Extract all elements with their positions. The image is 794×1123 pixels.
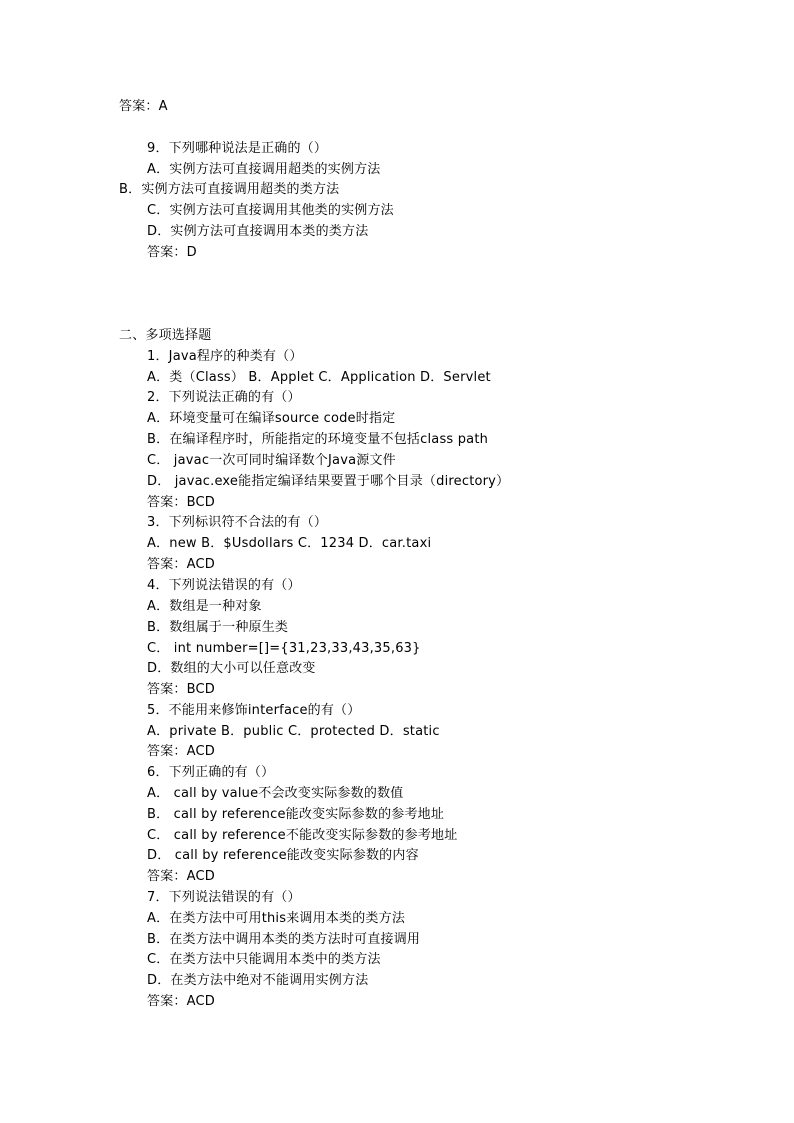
mq5-question: 5．不能用来修饰interface的有（） — [147, 703, 361, 718]
mq5-options: A．private B．public C．protected D．static — [147, 724, 440, 739]
mq2-answer: 答案：BCD — [147, 495, 215, 510]
mq4-answer: 答案：BCD — [147, 682, 215, 697]
mq7-answer: 答案：ACD — [147, 994, 215, 1009]
mq2-question: 2．下列说法正确的有（） — [147, 390, 301, 405]
mq3-question: 3．下列标识符不合法的有（） — [147, 515, 328, 530]
mq7-option-b: B．在类方法中调用本类的类方法时可直接调用 — [147, 932, 421, 947]
mq1-options: A．类（Class） B．Applet C．Application D．Servlet — [147, 370, 491, 385]
mq7-option-c: C．在类方法中只能调用本类中的类方法 — [147, 952, 381, 967]
q9-option-c: C．实例方法可直接调用其他类的实例方法 — [147, 203, 394, 218]
mq6-option-a: A． call by value不会改变实际参数的数值 — [147, 786, 404, 801]
mq1-question: 1．Java程序的种类有（） — [147, 349, 303, 364]
mq3-answer: 答案：ACD — [147, 557, 215, 572]
question-9: 9．下列哪种说法是正确的（） — [147, 141, 328, 156]
section-heading: 二、多项选择题 — [119, 328, 212, 343]
q9-answer: 答案：D — [147, 245, 197, 260]
mq7-option-d: D．在类方法中绝对不能调用实例方法 — [147, 973, 369, 988]
mq4-option-b: B．数组属于一种原生类 — [147, 620, 289, 635]
mq2-option-d: D． javac.exe能指定编译结果要置于哪个目录（directory） — [147, 474, 510, 489]
mq6-answer: 答案：ACD — [147, 869, 215, 884]
mq6-option-b: B． call by reference能改变实际参数的参考地址 — [147, 807, 445, 822]
q9-option-d: D．实例方法可直接调用本类的类方法 — [147, 224, 369, 239]
mq6-question: 6．下列正确的有（） — [147, 765, 275, 780]
mq2-option-c: C． javac一次可同时编译数个Java源文件 — [147, 453, 396, 468]
q9-option-a: A．实例方法可直接调用超类的实例方法 — [147, 162, 381, 177]
q9-option-b: B．实例方法可直接调用超类的类方法 — [119, 182, 340, 197]
mq4-question: 4．下列说法错误的有（） — [147, 578, 301, 593]
mq6-option-d: D． call by reference能改变实际参数的内容 — [147, 848, 419, 863]
mq4-option-c: C． int number=[]={31,23,33,43,35,63} — [147, 641, 421, 656]
mq3-options: A．new B．$Usdollars C．1234 D．car.taxi — [147, 536, 432, 551]
mq2-option-a: A．环境变量可在编译source code时指定 — [147, 411, 396, 426]
mq4-option-a: A．数组是一种对象 — [147, 599, 262, 614]
answer-line: 答案：A — [119, 99, 168, 114]
mq6-option-c: C． call by reference不能改变实际参数的参考地址 — [147, 828, 458, 843]
mq7-option-a: A．在类方法中可用this来调用本类的类方法 — [147, 911, 406, 926]
mq7-question: 7．下列说法错误的有（） — [147, 890, 301, 905]
mq5-answer: 答案：ACD — [147, 744, 215, 759]
mq2-option-b: B．在编译程序时，所能指定的环境变量不包括class path — [147, 432, 489, 447]
mq4-option-d: D．数组的大小可以任意改变 — [147, 661, 316, 676]
